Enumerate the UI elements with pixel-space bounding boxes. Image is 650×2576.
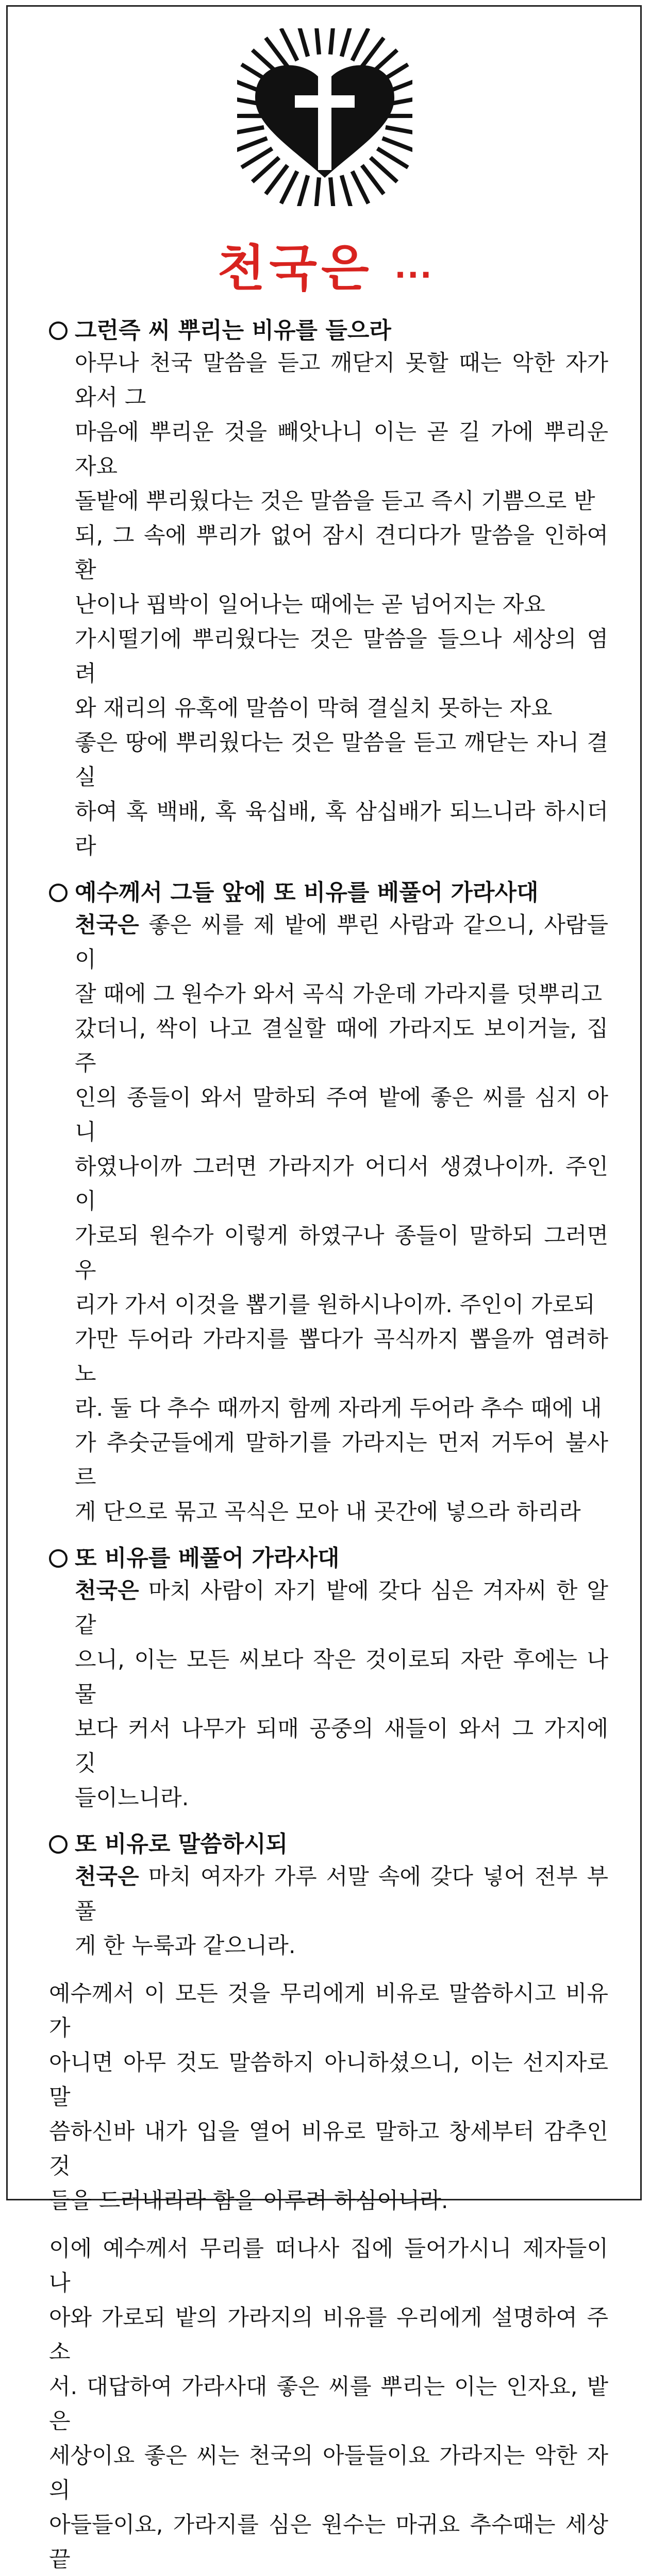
- section-leaven: [49, 1829, 608, 1963]
- heading-text: 또 비유를 베풀어 가라사대: [75, 1545, 340, 1571]
- text-line: 가시떨기에 뿌리웠다는 것은 말씀을 들으나 세상의 염려: [75, 626, 608, 687]
- lead-word: 천국은: [75, 1578, 139, 1604]
- section-mustard-seed: [49, 1543, 608, 1816]
- text-line: 아무나 천국 말씀을 듣고 깨닫지 못할 때는 악한 자가 와서 그: [75, 350, 608, 411]
- text-line: 게 한 누룩과 같으니라.: [75, 1933, 296, 1959]
- text-line: 되, 그 속에 뿌리가 없어 잠시 견디다가 말씀을 인하여 환: [75, 523, 608, 583]
- ray: [237, 114, 263, 118]
- ray: [314, 28, 322, 55]
- ray: [340, 28, 354, 57]
- section-body: [49, 1860, 608, 1963]
- circle-bullet-icon: [49, 321, 68, 340]
- ray: [387, 114, 412, 118]
- text-line: 잘 때에 그 원수가 와서 곡식 가운데 가라지를 덧뿌리고: [75, 981, 603, 1007]
- section-body: [49, 346, 608, 864]
- heart-cross-rays-icon: [237, 28, 412, 206]
- text-line: 들을 드러내리라 함을 이루려 하심이니라.: [49, 2188, 448, 2214]
- text-line: 아와 가로되 밭의 가라지의 비유를 우리에게 설명하여 주소: [49, 2305, 608, 2365]
- text-line: 보다 커서 나무가 되매 공중의 새들이 와서 그 가지에 깃: [75, 1716, 608, 1776]
- text-line: 들이느니라.: [75, 1785, 189, 1811]
- text-line: 씀하신바 내가 입을 열어 비유로 말하고 창세부터 감추인 것: [49, 2119, 608, 2179]
- heading-text: 또 비유로 말씀하시되: [75, 1831, 288, 1857]
- text-line: 갔더니, 싹이 나고 결실할 때에 가라지도 보이거늘, 집 주: [75, 1016, 608, 1076]
- section-heading: [49, 877, 608, 908]
- text-line: 이에 예수께서 무리를 떠나사 집에 들어가시니 제자들이 나: [49, 2236, 608, 2296]
- text-line: 인의 종들이 와서 말하되 주여 밭에 좋은 씨를 심지 아니: [75, 1085, 608, 1145]
- text-line: 하여 혹 백배, 혹 육십배, 혹 삼십배가 되느니라 하시더라: [75, 799, 608, 859]
- text-line: 가로되 원수가 이렇게 하였구나 종들이 말하되 그러면 우: [75, 1223, 608, 1283]
- text-line: 난이나 핍박이 일어나는 때에는 곧 넘어지는 자요: [75, 592, 545, 618]
- text-line: 와 재리의 유혹에 말씀이 막혀 결실치 못하는 자요: [75, 696, 553, 721]
- text-line: 으니, 이는 모든 씨보다 작은 것이로되 자란 후에는 나물: [75, 1647, 608, 1707]
- text-line: 천국은 마치 사람이 자기 밭에 갖다 심은 겨자씨 한 알 같: [75, 1578, 608, 1638]
- paragraph-parables: [49, 1977, 608, 2218]
- ray: [385, 125, 412, 136]
- text-line: 예수께서 이 모든 것을 무리에게 비유로 말씀하시고 비유가: [49, 1981, 608, 2041]
- text-line: 천국은 좋은 씨를 제 밭에 뿌린 사람과 같으니, 사람들이: [75, 912, 608, 973]
- lead-word: 천국은: [75, 1864, 139, 1890]
- heading-text: 예수께서 그들 앞에 또 비유를 베풀어 가라사대: [75, 879, 539, 906]
- ray: [314, 177, 322, 206]
- section-tares: [49, 877, 608, 1530]
- ray: [381, 136, 412, 153]
- text-line: 천국은 마치 여자가 가루 서말 속에 갖다 넣어 전부 부풀: [75, 1864, 608, 1924]
- text-line: 마음에 뿌리운 것을 빼앗나니 이는 곧 길 가에 뿌리운 자요: [75, 419, 608, 480]
- title-text: 천국은: [217, 240, 373, 297]
- text-line: 리가 가서 이것을 뽑기를 원하시나이까. 주인이 가로되: [75, 1292, 595, 1318]
- text-line: 가만 두어라 가라지를 뽑다가 곡식까지 뽑을까 염려하노: [75, 1327, 608, 1387]
- text-line: 좋은 땅에 뿌리웠다는 것은 말씀을 듣고 깨닫는 자니 결실: [75, 730, 608, 790]
- section-sower: [49, 315, 608, 864]
- section-heading: [49, 1829, 608, 1860]
- paragraph-explanation: [49, 2232, 608, 2576]
- ray: [237, 125, 264, 136]
- text-line: 서. 대답하여 가라사대 좋은 씨를 뿌리는 이는 인자요, 밭은: [49, 2374, 608, 2434]
- circle-bullet-icon: [49, 1549, 68, 1568]
- text-line: 가 추숫군들에게 말하기를 가라지는 먼저 거두어 불사르: [75, 1430, 608, 1490]
- text-line: 아니면 아무 것도 말씀하지 아니하셨으니, 이는 선지자로 말: [49, 2050, 608, 2110]
- page-title: [0, 229, 650, 300]
- circle-bullet-icon: [49, 1835, 68, 1854]
- main-content: [49, 315, 608, 2576]
- heading-text: 그런즉 씨 뿌리는 비유를 들으라: [75, 317, 391, 344]
- section-heading: [49, 315, 608, 346]
- text-line: 돌밭에 뿌리웠다는 것은 말씀을 듣고 즉시 기쁨으로 받: [75, 488, 595, 514]
- lead-word: 천국은: [75, 912, 139, 938]
- ray: [296, 175, 310, 206]
- circle-bullet-icon: [49, 884, 68, 902]
- text-line: 하였나이까 그러면 가라지가 어디서 생겼나이까. 주인이: [75, 1154, 608, 1214]
- ray: [328, 177, 336, 206]
- ray: [237, 136, 268, 153]
- text-line: 게 단으로 묶고 곡식은 모아 내 곳간에 넣으라 하리라: [75, 1499, 581, 1525]
- text-line: 세상이요 좋은 씨는 천국의 아들들이요 가라지는 악한 자의: [49, 2443, 608, 2503]
- section-body: [49, 1574, 608, 1816]
- ray: [296, 28, 310, 57]
- title-dots: ···: [394, 257, 433, 293]
- ray: [340, 175, 354, 206]
- ray: [328, 28, 336, 55]
- text-line: 라. 둘 다 추수 때까지 함께 자라게 두어라 추수 때에 내: [75, 1396, 602, 1421]
- text-line: 아들들이요, 가라지를 심은 원수는 마귀요 추수때는 세상 끝: [49, 2512, 608, 2572]
- section-heading: [49, 1543, 608, 1574]
- section-body: [49, 908, 608, 1530]
